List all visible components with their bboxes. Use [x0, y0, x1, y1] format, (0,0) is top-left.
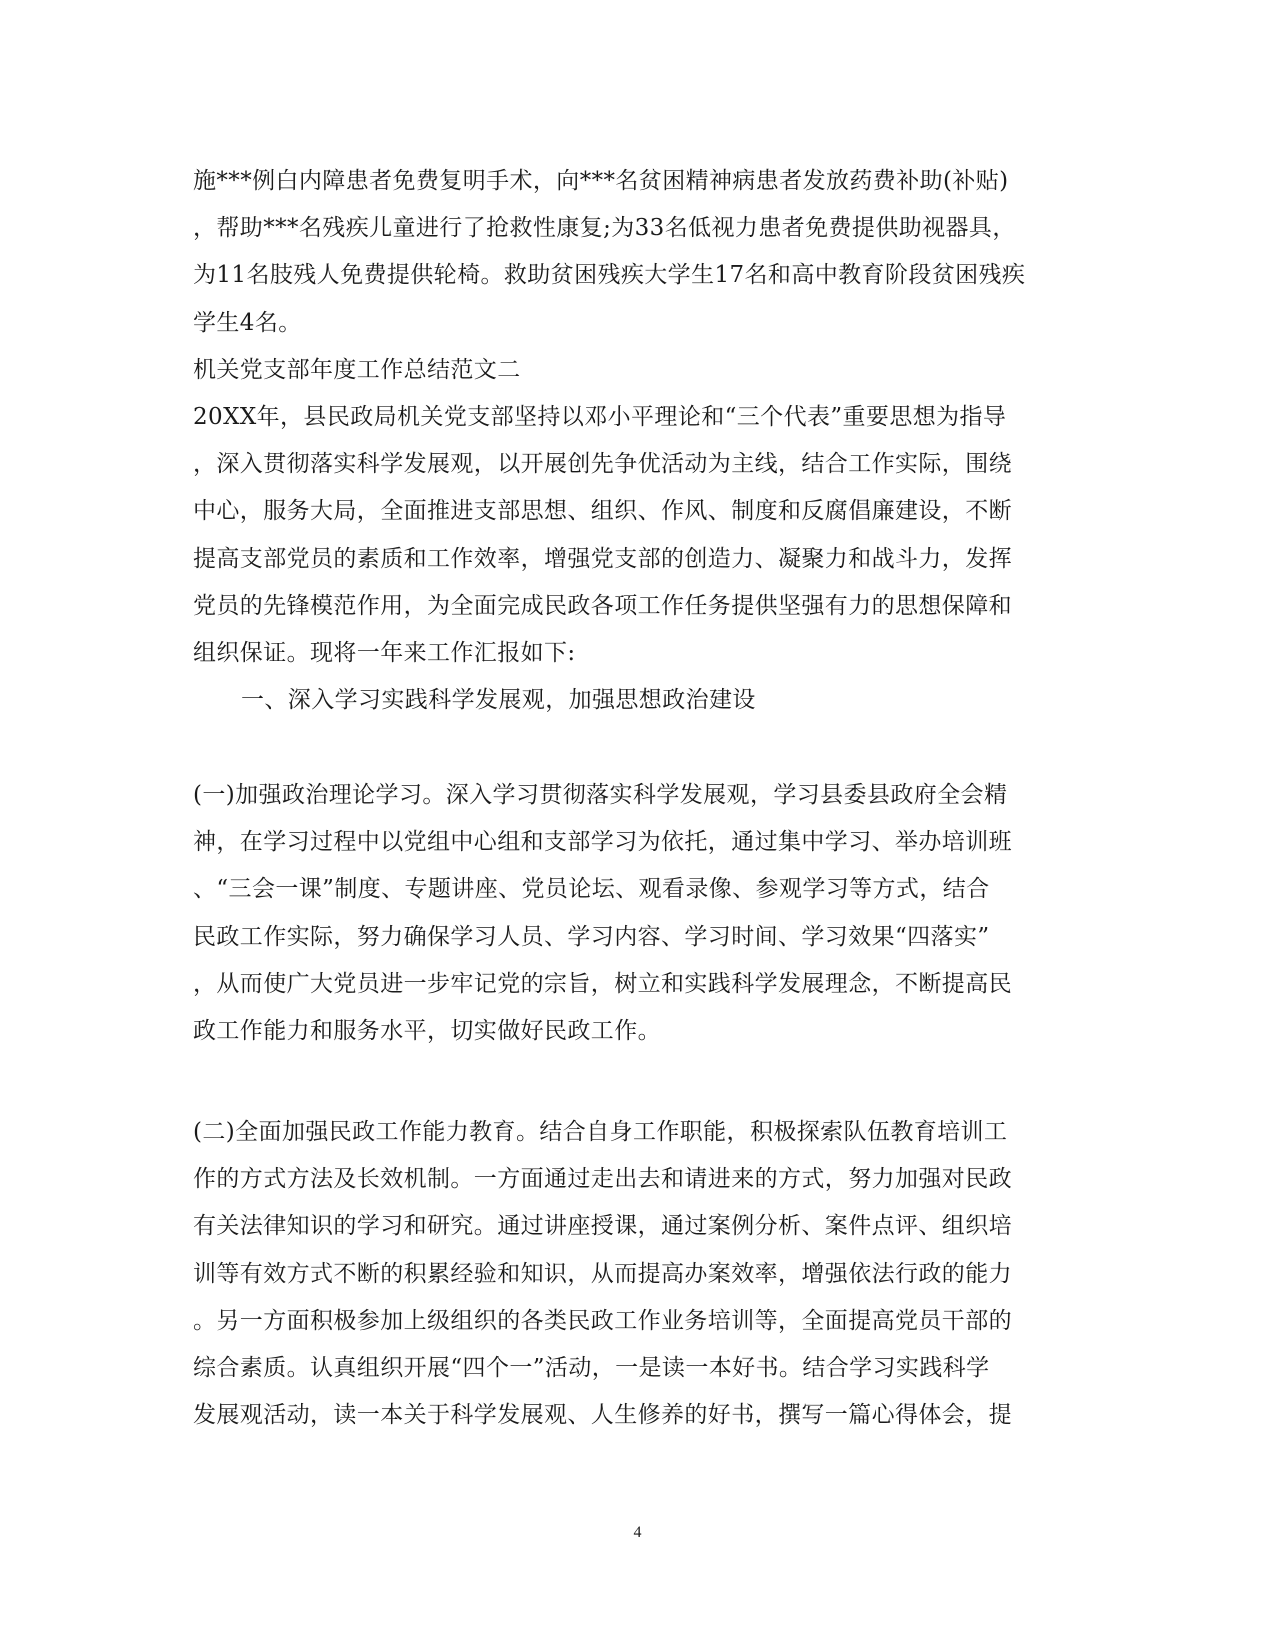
text-block-2 [193, 772, 1073, 1055]
section-title: 机关党支部年度工作总结范文二 [193, 356, 521, 383]
text-line: ，帮助***名残疾儿童进行了抢救性康复;为33名低视力患者免费提供助视器具， [193, 215, 1016, 242]
text-line: 发展观活动，读一本关于科学发展观、人生修养的好书，撰写一篇心得体会，提 [193, 1402, 1012, 1429]
text-line: 学生4名。 [193, 309, 302, 336]
text-line: (一)加强政治理论学习。深入学习贯彻落实科学发展观，学习县委县政府全会精 [193, 782, 1008, 808]
page-number: 4 [633, 1524, 642, 1541]
text-line: 提高支部党员的素质和工作效率，增强党支部的创造力、凝聚力和战斗力，发挥 [193, 545, 1012, 572]
text-block-3 [193, 1109, 1073, 1439]
text-line: 作的方式方法及长效机制。一方面通过走出去和请进来的方式，努力加强对民政 [193, 1166, 1012, 1193]
text-line: 中心，服务大局，全面推进支部思想、组织、作风、制度和反腐倡廉建设，不断 [193, 498, 1012, 525]
text-line: 训等有效方式不断的积累经验和知识，从而提高办案效率，增强依法行政的能力 [193, 1260, 1012, 1287]
text-line: 20XX年，县民政局机关党支部坚持以邓小平理论和“三个代表”重要思想为指导 [193, 403, 1007, 430]
text-line: ，从而使广大党员进一步牢记党的宗旨，树立和实践科学发展理念，不断提高民 [193, 970, 1012, 997]
text-line: 施***例白内障患者免费复明手术，向***名贫困精神病患者发放药费补助(补贴) [193, 168, 1009, 194]
text-line: 为11名肢残人免费提供轮椅。救助贫困残疾大学生17名和高中教育阶段贫困残疾 [193, 262, 1026, 289]
text-line: 组织保证。现将一年来工作汇报如下: [193, 639, 576, 666]
text-block-1 [193, 158, 1073, 724]
text-line: 有关法律知识的学习和研究。通过讲座授课，通过案例分析、案件点评、组织培 [193, 1213, 1012, 1240]
text-line: 神，在学习过程中以党组中心组和支部学习为依托，通过集中学习、举办培训班 [193, 829, 1012, 856]
text-line: 党员的先锋模范作用，为全面完成民政各项工作任务提供坚强有力的思想保障和 [193, 592, 1012, 619]
text-line: 民政工作实际，努力确保学习人员、学习内容、学习时间、学习效果“四落实” [193, 923, 990, 950]
text-line: 政工作能力和服务水平，切实做好民政工作。 [193, 1017, 661, 1044]
text-line: 。另一方面积极参加上级组织的各类民政工作业务培训等，全面提高党员干部的 [193, 1307, 1012, 1334]
text-line: 综合素质。认真组织开展“四个一”活动，一是读一本好书。结合学习实践科学 [193, 1354, 990, 1381]
text-line: 、“三会一课”制度、专题讲座、党员论坛、观看录像、参观学习等方式，结合 [193, 876, 990, 903]
text-line: (二)全面加强民政工作能力教育。结合自身工作职能，积极探索队伍教育培训工 [193, 1119, 1008, 1145]
section-heading: 一、深入学习实践科学发展观，加强思想政治建设 [241, 687, 756, 714]
text-line: ，深入贯彻落实科学发展观，以开展创先争优活动为主线，结合工作实际，围绕 [193, 451, 1012, 478]
